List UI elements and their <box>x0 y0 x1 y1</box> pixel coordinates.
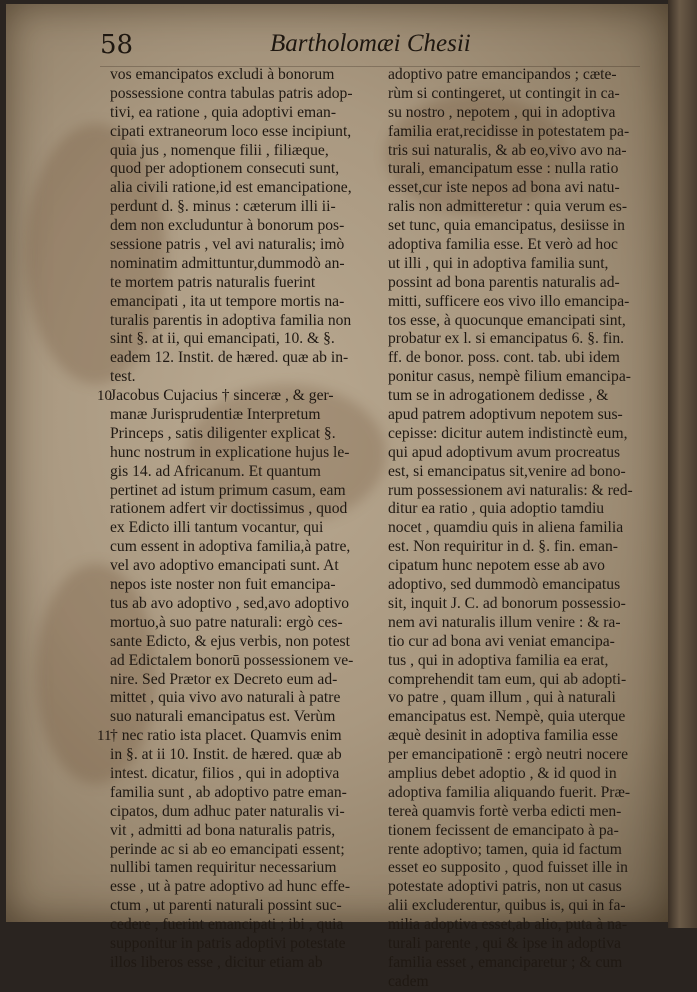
text-line <box>110 746 380 765</box>
line-text: esset,cur iste nepos ad bona avi natu- <box>388 179 620 197</box>
line-text: probatur ex l. si emancipatus 6. §. fin. <box>388 330 625 348</box>
line-text: nepos iste noster non fuit emancipa- <box>110 576 336 594</box>
line-text: sessione patris , vel avi naturalis; imò <box>110 236 345 254</box>
line-text: tivi, ea ratione , quia adoptivi eman- <box>110 103 337 121</box>
text-line <box>388 671 663 690</box>
text-line <box>110 916 380 935</box>
right-column <box>388 66 663 992</box>
text-line <box>110 614 380 633</box>
line-text: ditur ea ratio , quia adoptio tamdiu <box>388 500 605 518</box>
text-line <box>388 841 663 860</box>
line-text: sante Edicto, & ejus verbis, non potest <box>110 632 350 650</box>
text-line <box>388 293 663 312</box>
line-text: perdunt d. §. minus : cæterum illi ii- <box>110 198 336 216</box>
text-line <box>110 312 380 331</box>
text-line <box>110 85 380 104</box>
text-line <box>110 217 380 236</box>
line-text: nominatim admittuntur,dummodò an- <box>110 254 345 272</box>
line-text: potestate adoptivi patris, non ut casus <box>388 878 622 896</box>
text-line <box>110 425 380 444</box>
text-line <box>388 142 663 161</box>
line-text: cum essent in adoptiva familia,à patre, <box>110 538 351 556</box>
text-line <box>110 330 380 349</box>
text-line <box>388 633 663 652</box>
text-line <box>388 973 663 992</box>
page-number: 58 <box>100 30 134 60</box>
text-line <box>110 255 380 274</box>
text-line <box>110 274 380 293</box>
line-text: vo patre , quam illum , qui à naturali <box>388 689 616 707</box>
margin-number: 11 <box>97 728 112 745</box>
line-text: ralis non admitteretur : quia verum es- <box>388 198 628 216</box>
text-line <box>110 160 380 179</box>
line-text: vos emancipatos excludi à bonorum <box>110 66 335 83</box>
line-text: su nostro , nepotem , qui in adoptiva <box>388 103 616 121</box>
text-line <box>388 538 663 557</box>
text-line <box>110 500 380 519</box>
line-text: vel avo adoptivo emancipati sunt. At <box>110 557 339 575</box>
line-text: ut illi , qui in adoptiva familia sunt, <box>388 254 609 272</box>
line-text: turali, emancipatum esse : nulla ratio <box>388 160 619 178</box>
text-line <box>388 954 663 973</box>
text-line <box>110 142 380 161</box>
line-text: Princeps , satis diligenter explicat §. <box>110 424 336 442</box>
line-text: nullibi tamen requiritur necessarium <box>110 859 337 877</box>
text-line <box>110 633 380 652</box>
text-line <box>97 727 380 746</box>
text-line <box>388 765 663 784</box>
text-line <box>388 198 663 217</box>
line-text: supponitur in patris adoptivi potestate <box>110 934 346 952</box>
text-line <box>110 66 380 85</box>
line-text: quia jus , nomenque filii , filiæque, <box>110 141 329 159</box>
text-line <box>110 935 380 954</box>
text-line <box>388 803 663 822</box>
line-text: sit, inquit J. C. ad bonorum possessio- <box>388 594 626 612</box>
line-text: turali parente , qui & ipse in adoptiva <box>388 934 621 952</box>
text-line <box>388 916 663 935</box>
line-text: tio cur ad bona avi veniat emancipa- <box>388 632 615 650</box>
running-title: Bartholomæi Chesii <box>270 30 471 57</box>
text-line <box>110 293 380 312</box>
line-text: est, si emancipatus sit,venire ad bono- <box>388 462 626 480</box>
line-text: te mortem patris naturalis fuerint <box>110 273 316 291</box>
line-text: mortuo,à suo patre naturali: ergò ces- <box>110 613 343 631</box>
text-line <box>110 444 380 463</box>
line-text: suo naturali emancipatus est. Verùm <box>110 708 336 726</box>
line-text: adoptivo, sed dummodò emancipatus <box>388 576 621 594</box>
text-line <box>110 595 380 614</box>
line-text: cipati extraneorum loco esse incipiunt, <box>110 122 352 140</box>
line-text: tos esse, à quocunque emancipati sint, <box>388 311 626 329</box>
text-line <box>110 689 380 708</box>
line-text: alia civili ratione,id est emancipatione, <box>110 179 352 197</box>
text-line <box>388 312 663 331</box>
text-line <box>110 652 380 671</box>
line-text: eadem 12. Instit. de hæred. quæ ab in- <box>110 349 349 367</box>
text-line <box>110 897 380 916</box>
line-text: ff. de bonor. poss. cont. tab. ubi idem <box>388 349 620 367</box>
line-text: esse , ut à patre adoptivo ad hunc effe- <box>110 878 351 896</box>
text-line <box>110 349 380 368</box>
text-line <box>388 330 663 349</box>
line-text: adoptiva familia aliquando fuerit. Præ- <box>388 783 631 801</box>
line-text: nire. Sed Prætor ex Decreto eum ad- <box>110 670 338 688</box>
line-text: amplius debet adoptio , & id quod in <box>388 764 617 782</box>
line-text: rente adoptivo; tamen, quia id factum <box>388 840 622 858</box>
text-line <box>110 368 380 387</box>
text-line <box>388 425 663 444</box>
line-text: tereà quamvis fortè verba edicti men- <box>388 802 622 820</box>
line-text: alii excluderentur, quibus is, qui in fa- <box>388 897 626 915</box>
line-text: possessione contra tabulas patris adop- <box>110 84 353 102</box>
line-text: in §. at ii 10. Instit. de hæred. quæ ab <box>110 746 342 764</box>
line-text: turalis parentis in adoptiva familia non <box>110 311 352 329</box>
line-text: cedere , fuerint emancipati ; ibi , quia <box>110 916 344 934</box>
line-text: vit , admitti ad bona naturalis patris, <box>110 821 336 839</box>
text-line <box>388 652 663 671</box>
text-line <box>110 822 380 841</box>
text-line <box>110 841 380 860</box>
text-line <box>110 179 380 198</box>
text-line <box>110 538 380 557</box>
line-text: ex Edicto illi tantum vocantur, qui <box>110 519 324 537</box>
line-text: test. <box>110 368 136 386</box>
text-line <box>110 784 380 803</box>
text-line <box>388 708 663 727</box>
line-text: esset eo supposito , quod fuisset ille in <box>388 859 628 877</box>
text-line <box>110 557 380 576</box>
line-text: qui apud adoptivum avum procreatus <box>388 443 621 461</box>
text-line <box>110 198 380 217</box>
line-text: tus , qui in adoptiva familia ea erat, <box>388 651 609 669</box>
line-text: mitti, sufficere eos vivo illo emancipa- <box>388 292 630 310</box>
margin-number: 10 <box>97 388 112 405</box>
text-line <box>388 519 663 538</box>
text-line <box>110 765 380 784</box>
text-line <box>110 236 380 255</box>
line-text: perinde ac si ab eo emancipati essent; <box>110 840 345 858</box>
text-line <box>388 482 663 501</box>
left-column <box>97 66 380 973</box>
text-line <box>388 878 663 897</box>
text-line <box>388 689 663 708</box>
text-line <box>388 104 663 123</box>
line-text: tionem fecissent de emancipato à pa- <box>388 821 619 839</box>
text-line <box>388 406 663 425</box>
line-text: mittet , quia vivo avo naturali à patre <box>110 689 341 707</box>
line-text: hunc nostrum in explicatione hujus le- <box>110 443 350 461</box>
text-line <box>388 160 663 179</box>
text-line <box>110 859 380 878</box>
line-text: rum possessionem avi naturalis: & red- <box>388 481 633 499</box>
line-text: cepisse: dicitur autem indistinctè eum, <box>388 424 628 442</box>
line-text: milia adoptiva esset,ab alio, puta à na- <box>388 916 628 934</box>
text-line <box>388 217 663 236</box>
text-line <box>388 255 663 274</box>
text-line <box>388 822 663 841</box>
line-text: possint ad bona parentis naturalis ad- <box>388 273 620 291</box>
line-text: sint §. at ii, qui emancipati, 10. & §. <box>110 330 335 348</box>
text-line <box>110 482 380 501</box>
text-line <box>388 784 663 803</box>
line-text: ad Edictalem bonorū possessionem ve- <box>110 651 354 669</box>
line-text: adoptiva familia esse. Et verò ad hoc <box>388 236 618 254</box>
text-line <box>388 557 663 576</box>
line-text: nem avi naturalis illum venire : & ra- <box>388 613 621 631</box>
book-spine <box>668 0 697 928</box>
text-line <box>388 387 663 406</box>
line-text: rationem adfert vir doctissimus , quod <box>110 500 348 518</box>
line-text: familia esset , emanciparetur ; & cum <box>388 953 623 971</box>
line-text: per emancipationē : ergò neutri nocere <box>388 746 629 764</box>
line-text: quod per adoptionem consecuti sunt, <box>110 160 340 178</box>
line-text: tum se in adrogationem dedisse , & <box>388 387 609 405</box>
text-line <box>388 500 663 519</box>
line-text: set tunc, quia emancipatus, desiisse in <box>388 217 625 235</box>
text-line <box>388 349 663 368</box>
line-text: pertinet ad istum primum casum, eam <box>110 481 346 499</box>
text-line <box>388 746 663 765</box>
line-text: rùm si contingeret, ut contingit in ca- <box>388 84 620 102</box>
text-line <box>110 123 380 142</box>
line-text: manæ Jurisprudentiæ Interpretum <box>110 406 321 424</box>
line-text: comprehendit tam eum, qui ab adopti- <box>388 670 627 688</box>
text-line <box>388 576 663 595</box>
text-line <box>388 66 663 85</box>
text-line <box>97 387 380 406</box>
text-line <box>110 803 380 822</box>
line-text: ctum , ut parenti naturali possint suc- <box>110 897 342 915</box>
text-line <box>388 123 663 142</box>
text-line <box>110 708 380 727</box>
text-line <box>388 274 663 293</box>
page-header <box>100 30 620 68</box>
text-line <box>110 104 380 123</box>
line-text: dem non excluduntur à bonorum pos- <box>110 217 345 235</box>
line-text: familia sunt , ab adoptivo patre eman- <box>110 783 347 801</box>
line-text: tris sui naturalis, & ab eo,vivo avo na- <box>388 141 627 159</box>
line-text: tus ab avo adoptivo , sed,avo adoptivo <box>110 594 350 612</box>
line-text: gis 14. ad Africanum. Et quantum <box>110 462 321 480</box>
line-text: cipatos, dum adhuc pater naturalis vi- <box>110 802 345 820</box>
line-text: emancipati , ita ut tempore mortis na- <box>110 292 345 310</box>
text-line <box>388 859 663 878</box>
line-text: familia erat,recidisse in potestatem pa- <box>388 122 630 140</box>
text-line <box>388 614 663 633</box>
text-line <box>388 444 663 463</box>
text-line <box>110 671 380 690</box>
text-line <box>388 85 663 104</box>
line-text: Jacobus Cujacius † sinceræ , & ger- <box>110 387 334 405</box>
text-line <box>110 519 380 538</box>
line-text: intest. dicatur, filios , qui in adoptiva <box>110 764 340 782</box>
line-text: est. Non requiritur in d. §. fin. eman- <box>388 538 618 556</box>
line-text: illos liberos esse , dicitur etiam ab <box>110 953 323 971</box>
line-text: ponitur casus, nempè filium emancipa- <box>388 368 631 386</box>
line-text: æquè desinit in adoptiva familia esse <box>388 727 618 745</box>
text-line <box>388 595 663 614</box>
line-text: emancipatus est. Nempè, quia uterque <box>388 708 626 726</box>
line-text: adoptivo patre emancipandos ; cæte- <box>388 66 617 83</box>
text-line <box>110 878 380 897</box>
text-line <box>388 727 663 746</box>
text-line <box>388 463 663 482</box>
text-line <box>110 954 380 973</box>
line-text: apud patrem adoptivum nepotem sus- <box>388 406 623 424</box>
line-text: cipatum hunc nepotem esse ab avo <box>388 557 605 575</box>
text-line <box>388 897 663 916</box>
text-line <box>388 179 663 198</box>
line-text: † nec ratio ista placet. Quamvis enim <box>110 727 342 745</box>
line-text: nocet , quamdiu quis in aliena familia <box>388 519 624 537</box>
text-line <box>388 368 663 387</box>
text-line <box>388 935 663 954</box>
text-line <box>110 406 380 425</box>
text-line <box>110 463 380 482</box>
text-line <box>110 576 380 595</box>
text-line <box>388 236 663 255</box>
line-text: cadem <box>388 972 429 990</box>
